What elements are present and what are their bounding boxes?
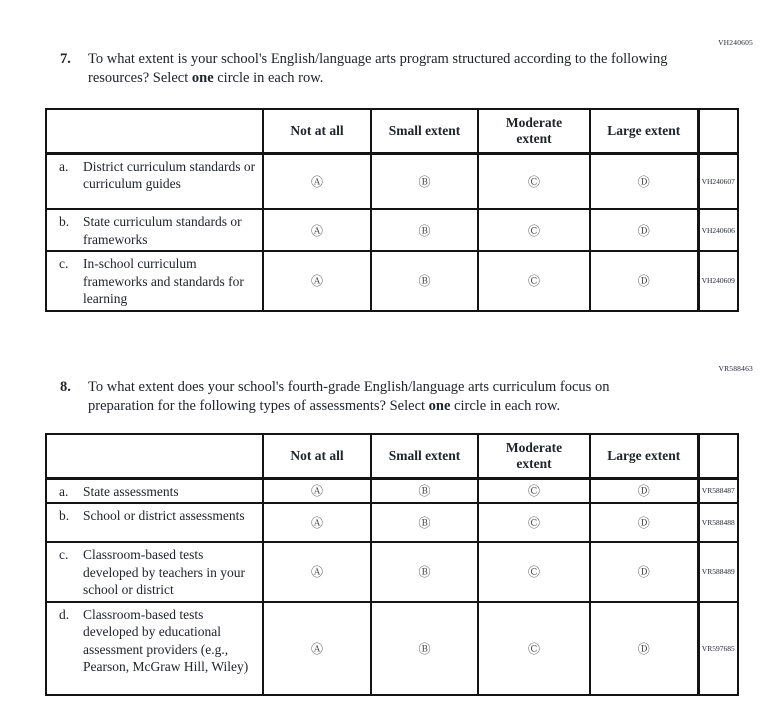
option-bubble-c[interactable]: Ⓒ: [478, 153, 590, 209]
question-8-table: [45, 433, 739, 696]
q8-header-large-extent: Large extent: [590, 434, 698, 478]
q8-row-c: [46, 542, 738, 602]
option-bubble-a[interactable]: Ⓐ: [263, 542, 371, 602]
row-label-cell: [46, 153, 263, 209]
question-7-text: [60, 50, 668, 88]
question-7-text-part1: To what extent is your school's English/language arts program structured according to the following resources? Select: [88, 51, 668, 86]
question-8-text-part2: circle in each row.: [450, 398, 561, 414]
option-bubble-b[interactable]: Ⓑ: [371, 542, 478, 602]
option-bubble-a[interactable]: Ⓐ: [263, 153, 371, 209]
question-8-bold-word: one: [428, 398, 451, 414]
option-bubble-a[interactable]: Ⓐ: [263, 209, 371, 251]
q7-header-not-at-all: Not at all: [263, 109, 371, 153]
option-bubble-d[interactable]: Ⓓ: [590, 542, 698, 602]
row-label: Classroom-based tests developed by teachers in your school or district: [83, 547, 245, 597]
q8-header-moderate-extent: Moderate extent: [478, 434, 590, 478]
row-letter: b.: [59, 508, 70, 523]
option-bubble-c[interactable]: Ⓒ: [478, 542, 590, 602]
q7-header-small-extent: Small extent: [371, 109, 478, 153]
q7-row-b: [46, 209, 738, 251]
question-7-body: [88, 50, 668, 88]
q7-header-large-extent: Large extent: [590, 109, 698, 153]
row-label: State curriculum standards or frameworks: [83, 214, 242, 247]
option-bubble-b[interactable]: Ⓑ: [371, 251, 478, 311]
question-7-code: VH240605: [718, 38, 753, 47]
row-label: Classroom-based tests developed by educational assessment providers (e.g., Pearson, McGraw Hill, Wiley): [83, 606, 249, 674]
question-8-text: [60, 378, 668, 416]
question-7-number: 7.: [60, 51, 71, 67]
option-bubble-b[interactable]: Ⓑ: [371, 209, 478, 251]
option-bubble-a[interactable]: Ⓐ: [263, 251, 371, 311]
q8-header-not-at-all: Not at all: [263, 434, 371, 478]
option-bubble-c[interactable]: Ⓒ: [478, 209, 590, 251]
q7-header-row: [46, 109, 738, 153]
row-letter: c.: [59, 547, 69, 562]
option-bubble-d[interactable]: Ⓓ: [590, 478, 698, 503]
row-label: In-school curriculum frameworks and standards for learning: [83, 256, 244, 306]
row-code: VH240607: [698, 153, 738, 209]
row-label-cell: [46, 251, 263, 311]
q7-row-c: [46, 251, 738, 311]
row-label-cell: [46, 209, 263, 251]
option-bubble-c[interactable]: Ⓒ: [478, 251, 590, 311]
option-bubble-a[interactable]: Ⓐ: [263, 478, 371, 503]
option-bubble-a[interactable]: Ⓐ: [263, 602, 371, 695]
row-letter: c.: [59, 256, 69, 271]
row-label: School or district assessments: [83, 508, 245, 523]
row-letter: a.: [59, 483, 69, 499]
option-bubble-a[interactable]: Ⓐ: [263, 503, 371, 542]
row-code: VR588489: [698, 542, 738, 602]
row-code: VH240609: [698, 251, 738, 311]
option-bubble-c[interactable]: Ⓒ: [478, 503, 590, 542]
option-bubble-d[interactable]: Ⓓ: [590, 209, 698, 251]
option-bubble-d[interactable]: Ⓓ: [590, 251, 698, 311]
option-bubble-b[interactable]: Ⓑ: [371, 602, 478, 695]
option-bubble-d[interactable]: Ⓓ: [590, 153, 698, 209]
row-label-cell: [46, 602, 263, 695]
option-bubble-c[interactable]: Ⓒ: [478, 602, 590, 695]
q8-header-empty: [46, 434, 263, 478]
question-7-table: [45, 108, 739, 312]
option-bubble-b[interactable]: Ⓑ: [371, 478, 478, 503]
question-8-body: [88, 378, 668, 416]
option-bubble-d[interactable]: Ⓓ: [590, 602, 698, 695]
option-bubble-b[interactable]: Ⓑ: [371, 503, 478, 542]
q8-row-b: [46, 503, 738, 542]
row-label: State assessments: [83, 483, 179, 499]
q8-header-code-empty: [698, 434, 738, 478]
row-letter: d.: [59, 606, 70, 622]
question-7-bold-word: one: [191, 70, 214, 86]
option-bubble-c[interactable]: Ⓒ: [478, 478, 590, 503]
q7-header-moderate-extent: Moderate extent: [478, 109, 590, 153]
q8-row-d: [46, 602, 738, 695]
question-7-text-part2: circle in each row.: [213, 70, 324, 86]
row-code: VR597685: [698, 602, 738, 695]
row-letter: a.: [59, 158, 69, 174]
row-letter: b.: [59, 214, 70, 229]
row-code: VR588487: [698, 478, 738, 503]
row-code: VH240606: [698, 209, 738, 251]
option-bubble-d[interactable]: Ⓓ: [590, 503, 698, 542]
q7-header-code-empty: [698, 109, 738, 153]
option-bubble-b[interactable]: Ⓑ: [371, 153, 478, 209]
q8-row-a: [46, 478, 738, 503]
q8-header-row: [46, 434, 738, 478]
q7-header-empty: [46, 109, 263, 153]
question-8-code: VR588463: [718, 364, 753, 373]
row-label: District curriculum standards or curriculum guides: [83, 158, 256, 191]
row-code: VR588488: [698, 503, 738, 542]
row-label-cell: [46, 478, 263, 503]
question-8-number: 8.: [60, 379, 71, 395]
q7-row-a: [46, 153, 738, 209]
question-8-text-part1: To what extent does your school's fourth-grade English/language arts curriculum focus on preparation for the following types of assessments? Select: [88, 379, 610, 414]
row-label-cell: [46, 542, 263, 602]
q8-header-small-extent: Small extent: [371, 434, 478, 478]
row-label-cell: [46, 503, 263, 542]
